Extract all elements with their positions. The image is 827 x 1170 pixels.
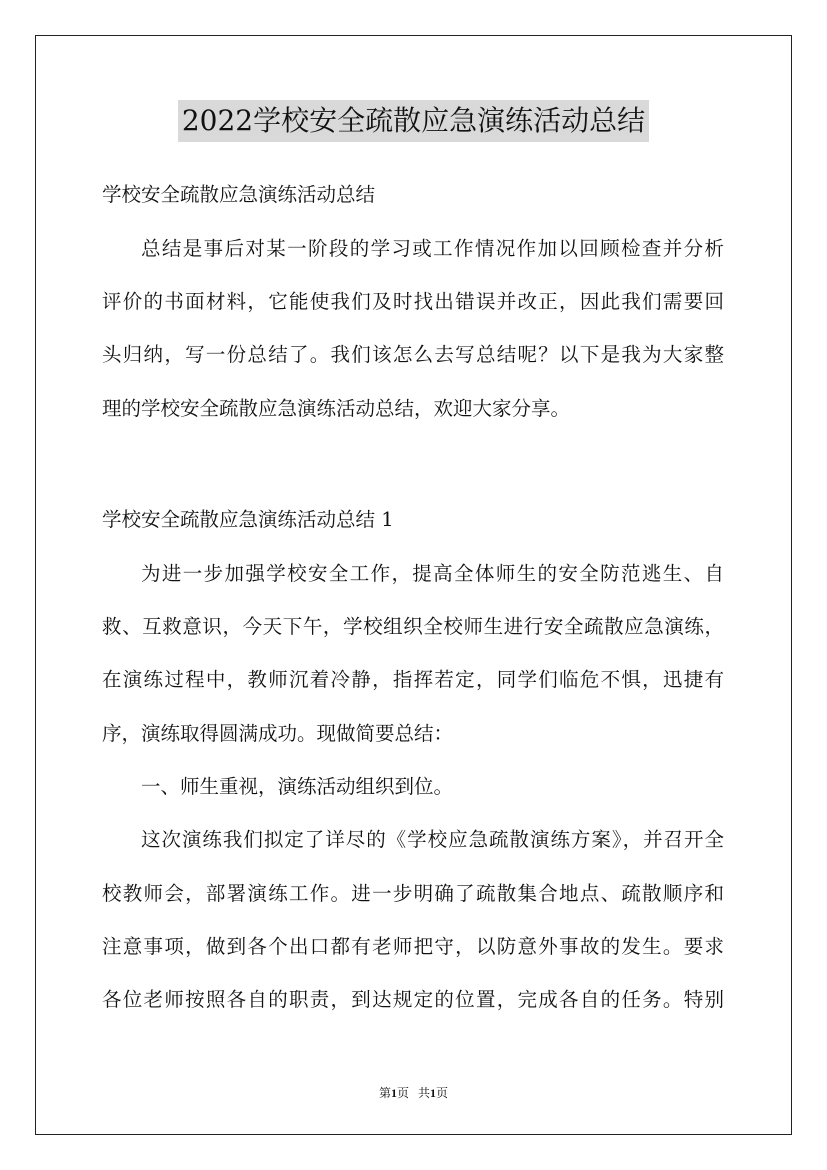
subsection-heading: 一、师生重视，演练活动组织到位。 [141, 775, 454, 798]
footer-suffix: 页 [436, 1086, 449, 1100]
footer-page-current: 1 [390, 1086, 397, 1100]
footer-mid: 页 共 [396, 1086, 430, 1100]
section-heading: 学校安全疏散应急演练活动总结 [102, 183, 376, 206]
title-wrap [0, 100, 827, 142]
footer-page-total: 1 [430, 1086, 436, 1100]
paragraph-line: 序，演练取得圆满成功。现做简要总结： [102, 722, 454, 745]
paragraph-line: 总结是事后对某一阶段的学习或工作情况作加以回顾检查并分析 [141, 237, 724, 260]
paragraph-line: 各位老师按照各自的职责，到达规定的位置，完成各自的任务。特别 [102, 988, 724, 1011]
paragraph-line: 注意事项，做到各个出口都有老师把守，以防意外事故的发生。要求 [102, 935, 724, 958]
document-title: 2022学校安全疏散应急演练活动总结 [178, 100, 649, 142]
paragraph-line: 在演练过程中，教师沉着冷静，指挥若定，同学们临危不惧，迅捷有 [102, 668, 724, 691]
paragraph-line: 校教师会，部署演练工作。进一步明确了疏散集合地点、疏散顺序和 [102, 882, 724, 905]
paragraph-line: 头归纳，写一份总结了。我们该怎么去写总结呢？以下是我为大家整 [102, 343, 724, 366]
section-heading: 学校安全疏散应急演练活动总结 1 [102, 508, 394, 531]
footer-prefix: 第 [378, 1086, 391, 1100]
paragraph-line: 为进一步加强学校安全工作，提高全体师生的安全防范逃生、自 [141, 562, 724, 585]
paragraph-line: 这次演练我们拟定了详尽的《学校应急疏散演练方案》，并召开全 [141, 828, 724, 851]
page-footer [0, 1084, 827, 1101]
paragraph-line: 理的学校安全疏散应急演练活动总结，欢迎大家分享。 [102, 397, 571, 420]
paragraph-line: 评价的书面材料，它能使我们及时找出错误并改正，因此我们需要回 [102, 290, 724, 313]
paragraph-line: 救、互救意识，今天下午，学校组织全校师生进行安全疏散应急演练， [102, 615, 724, 638]
